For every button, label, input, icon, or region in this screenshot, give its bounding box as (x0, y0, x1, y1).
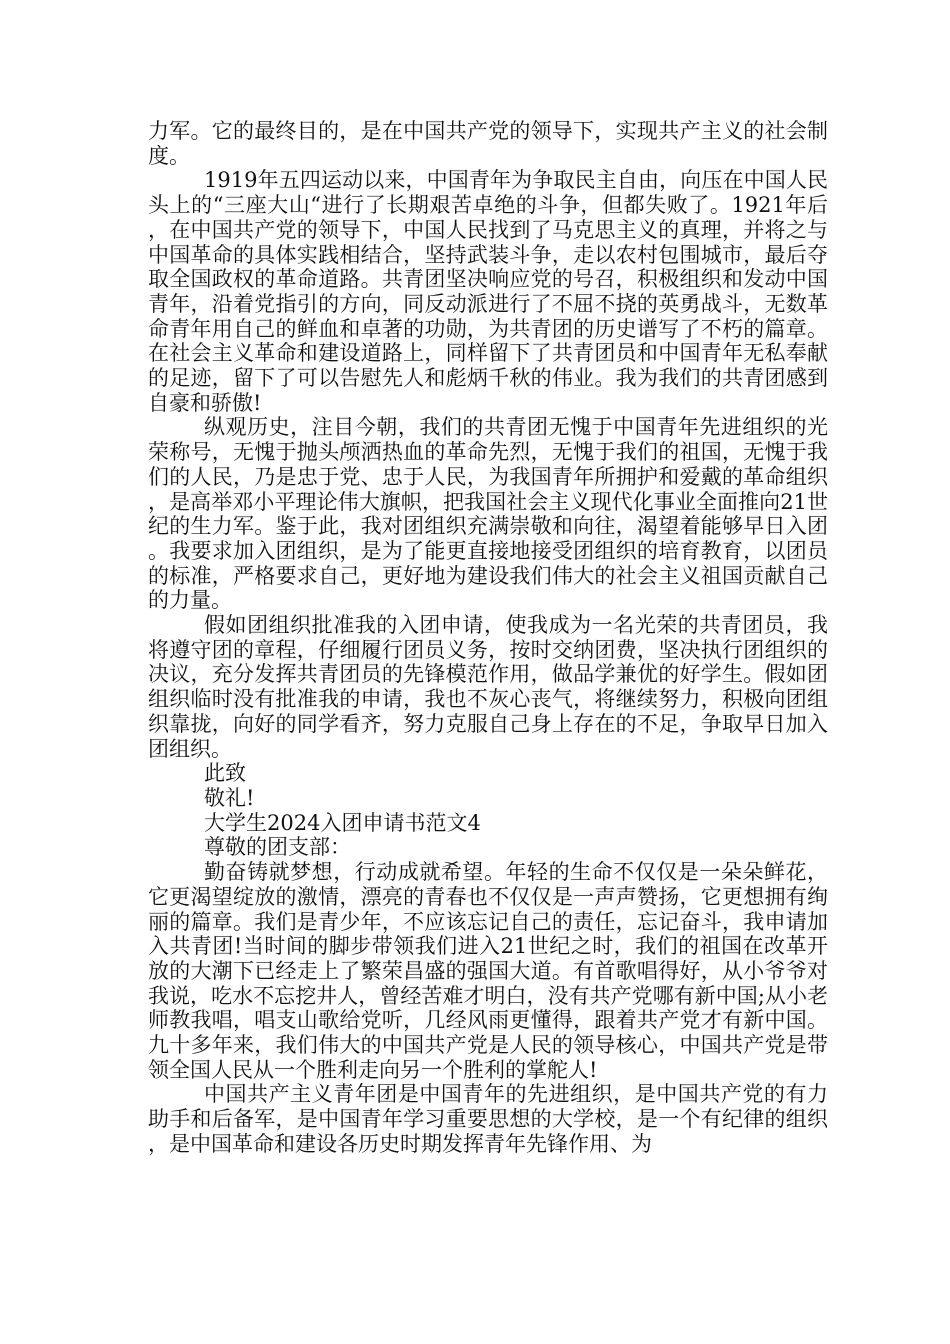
paragraph-2: 1919年五四运动以来，中国青年为争取民主自由，向压在中国人民头上的“三座大山“进行了长期艰苦卓绝的斗争，但都失败了。1921年后，在中国共产党的领导下，中国人民找到了马克思主义的真理，并将之与中国革命的具体实践相结合，坚持武装斗争，走以农村包围城市，最后夺取全国政权的革命道路。共青团坚决响应党的号召，积极组织和发动中国青年，沿着党指引的方向，同反动派进行了不屈不挠的英勇战斗，无数革命青年用自己的鲜血和卓著的功勋，为共青团的历史谱写了不朽的篇章。在社会主义革命和建设道路上，同样留下了共青团员和中国青年无私奉献的足迹，留下了可以告慰先人和彪炳千秋的伟业。我为我们的共青团感到自豪和骄傲! (148, 168, 828, 415)
section-title: 大学生2024入团申请书范文4 (204, 810, 481, 835)
document-body (148, 119, 828, 1157)
greeting: 尊敬的团支部： (204, 835, 351, 860)
paragraph-6: 中国共产主义青年团是中国青年的先进组织，是中国共产党的有力助手和后备军，是中国青年学习重要思想的大学校，是一个有纪律的组织，是中国革命和建设各历史时期发挥青年先锋作用、为 (148, 1082, 828, 1156)
paragraph-1: 力军。它的最终目的，是在中国共产党的领导下，实现共产主义的社会制度。 (148, 119, 828, 168)
closing-regards: 敬礼! (204, 785, 255, 810)
closing-salutation: 此致 (204, 761, 246, 786)
paragraph-4: 假如团组织批准我的入团申请，使我成为一名光荣的共青团员，我将遵守团的章程，仔细履行团员义务，按时交纳团费，坚决执行团组织的决议，充分发挥共青团员的先锋模范作用，做品学兼优的好学生。假如团组织临时没有批准我的申请，我也不灰心丧气，将继续努力，积极向团组织靠拢，向好的同学看齐，努力克服自己身上存在的不足，争取早日加入团组织。 (148, 613, 828, 761)
paragraph-5: 勤奋铸就梦想，行动成就希望。年轻的生命不仅仅是一朵朵鲜花，它更渴望绽放的激情，漂亮的青春也不仅仅是一声声赞扬，它更想拥有绚丽的篇章。我们是青少年，不应该忘记自己的责任，忘记奋斗，我申请加入共青团!当时间的脚步带领我们进入21世纪之时，我们的祖国在改革开放的大潮下已经走上了繁荣昌盛的强国大道。有首歌唱得好，从小爷爷对我说，吃水不忘挖井人，曾经苦难才明白，没有共产党哪有新中国;从小老师教我唱，唱支山歌给党听，几经风雨更懂得，跟着共产党才有新中国。九十多年来，我们伟大的中国共产党是人民的领导核心，中国共产党是带领全国人民从一个胜利走向另一个胜利的掌舵人! (148, 860, 828, 1082)
paragraph-3: 纵观历史，注目今朝，我们的共青团无愧于中国青年先进组织的光荣称号，无愧于抛头颅洒热血的革命先烈，无愧于我们的祖国，无愧于我们的人民，乃是忠于党、忠于人民，为我国青年所拥护和爱戴的革命组织，是高举邓小平理论伟大旗帜，把我国社会主义现代化事业全面推向21世纪的生力军。鉴于此，我对团组织充满崇敬和向往，渴望着能够早日入团。我要求加入团组织，是为了能更直接地接受团组织的培育教育，以团员的标准，严格要求自己，更好地为建设我们伟大的社会主义祖国贡献自己的力量。 (148, 415, 828, 613)
